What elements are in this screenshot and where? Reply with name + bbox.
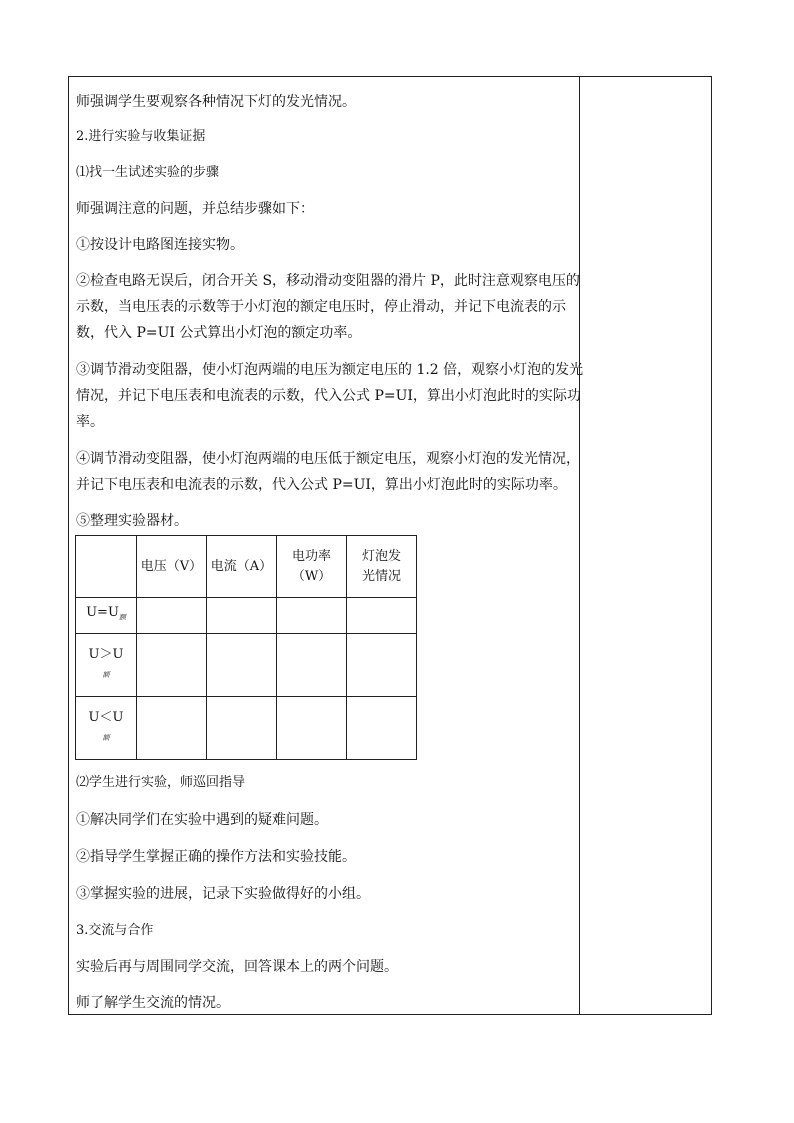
table-cell <box>207 634 277 697</box>
text-line: ③掌握实验的进展，记录下实验做得好的小组。 <box>76 886 370 902</box>
text-line: ⑵学生进行实验，师巡回指导 <box>76 775 246 790</box>
header-power-line1: 电功率 <box>291 548 331 564</box>
row-label: U＜U 额 <box>76 697 137 760</box>
row-label: U＞U 额 <box>76 634 137 697</box>
table-row <box>76 697 417 760</box>
table-corner-cell <box>76 536 137 598</box>
row-label: $U=U_额$ <box>76 598 137 634</box>
header-light-line2: 光情况 <box>361 568 401 584</box>
section-heading: 3.交流与合作 <box>76 923 154 938</box>
column-divider <box>579 76 580 1015</box>
text-line: 示数，当电压表的示数等于小灯泡的额定电压时，停止滑动，并记下电流表的示 <box>76 299 566 315</box>
table-cell <box>137 634 207 697</box>
text-line: ④调节滑动变阻器，使小灯泡两端的电压低于额定电压，观察小灯泡的发光情况， <box>76 451 580 467</box>
header-power <box>277 536 347 598</box>
text-line: 情况，并记下电压表和电流表的示数，代入公式 P=UI，算出小灯泡此时的实际功 <box>76 388 581 404</box>
table-cell <box>137 697 207 760</box>
text-line: 数，代入 P=UI 公式算出小灯泡的额定功率。 <box>76 325 362 341</box>
header-voltage: 电压（V） <box>137 536 207 598</box>
text-line: 师强调学生要观察各种情况下灯的发光情况。 <box>76 94 356 110</box>
table-cell <box>347 598 417 634</box>
table-cell <box>277 697 347 760</box>
header-light <box>347 536 417 598</box>
text-line: ②检查电路无误后，闭合开关 S，移动滑动变阻器的滑片 P，此时注意观察电压的 <box>76 273 580 289</box>
text-line: ①按设计电路图连接实物。 <box>76 237 244 253</box>
header-power-line2: （W） <box>291 568 332 584</box>
table-header-row <box>76 536 417 598</box>
text-line: 师了解学生交流的情况。 <box>76 995 230 1011</box>
text-line: 实验后再与周围同学交流，回答课本上的两个问题。 <box>76 959 398 975</box>
text-line: ⑤整理实验器材。 <box>76 513 188 529</box>
experiment-record-table <box>75 535 417 760</box>
text-line: 并记下电压表和电流表的示数，代入公式 P=UI，算出小灯泡此时的实际功率。 <box>76 477 567 493</box>
text-line: 率。 <box>76 414 104 430</box>
table-cell <box>347 634 417 697</box>
text-line: 师强调注意的问题，并总结步骤如下： <box>76 201 314 217</box>
text-line: ②指导学生掌握正确的操作方法和实验技能。 <box>76 849 356 865</box>
table-cell <box>137 598 207 634</box>
table-cell <box>347 697 417 760</box>
header-current: 电流（A） <box>207 536 277 598</box>
section-heading: 2.进行实验与收集证据 <box>76 129 206 144</box>
text-line: ③调节滑动变阻器，使小灯泡两端的电压为额定电压的 1.2 倍，观察小灯泡的发光 <box>76 362 584 378</box>
table-row <box>76 634 417 697</box>
text-line: ①解决同学们在实验中遇到的疑难问题。 <box>76 812 328 828</box>
header-light-line1: 灯泡发 <box>361 548 401 564</box>
table-cell <box>277 598 347 634</box>
table-cell <box>207 598 277 634</box>
table-cell <box>277 634 347 697</box>
table-row <box>76 598 417 634</box>
text-line: ⑴找一生试述实验的步骤 <box>76 165 220 180</box>
table-cell <box>207 697 277 760</box>
